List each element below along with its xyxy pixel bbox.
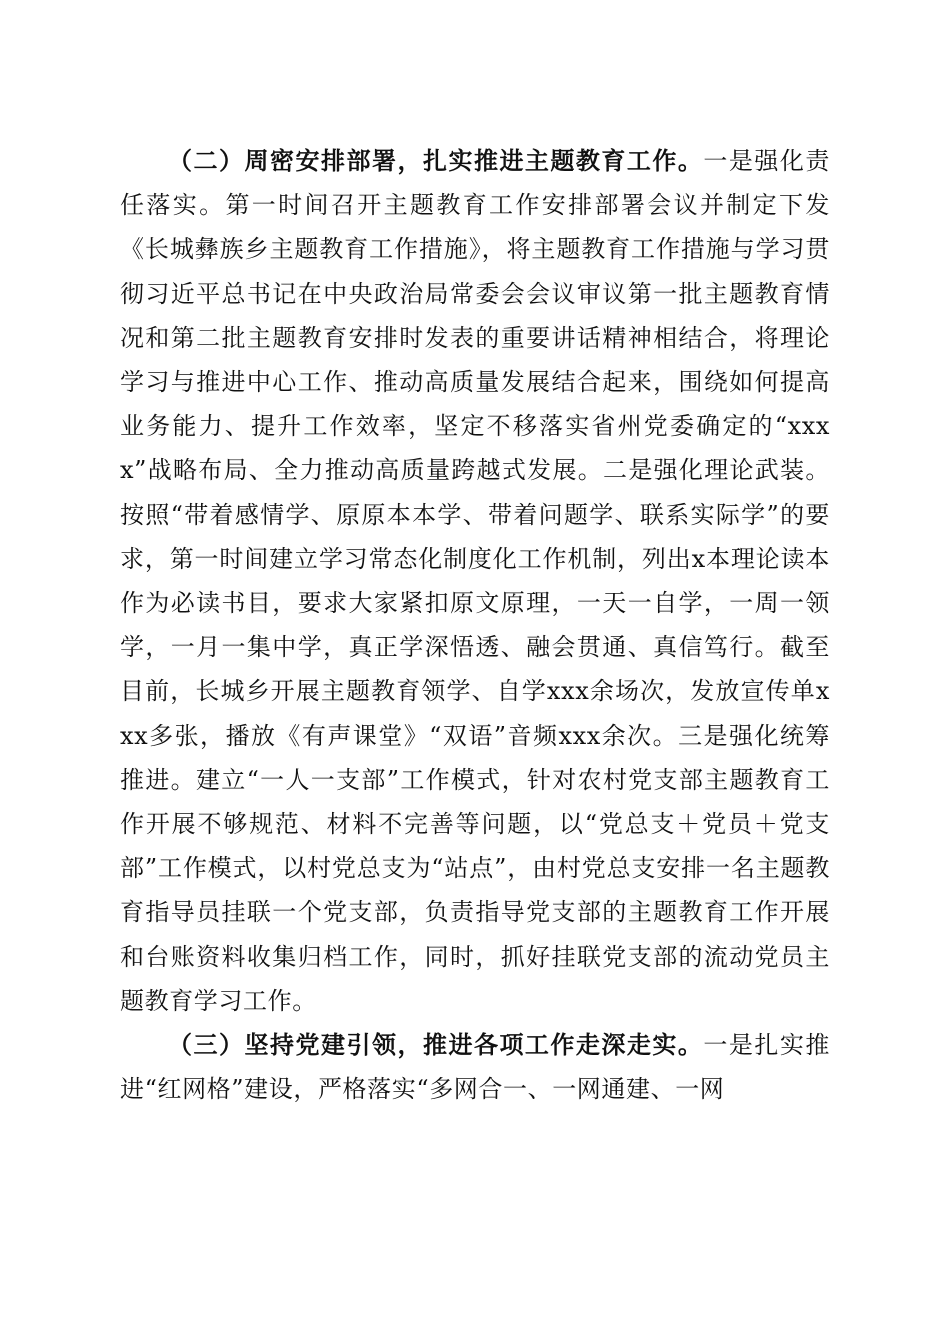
section-3-heading: （三）坚持党建引领，推进各项工作走深走实。 — [168, 1030, 704, 1060]
paragraph-section-3 — [120, 1023, 830, 1111]
document-body — [120, 139, 830, 1111]
section-2-text: 一是强化责任落实。第一时间召开主题教育工作安排部署会议并制定下发《长城彝族乡主题教育工作措施》，将主题教育工作措施与学习贯彻习近平总书记在中央政治局常委会会议审议第一批主题教育情况和第二批主题教育安排时发表的重要讲话精神相结合，将理论学习与推进中心工作、推动高质量发展结合起来，围绕如何提高业务能力、提升工作效率，坚定不移落实省州党委确定的“xxxx”战略布局、全力推动高质量跨越式发展。二是强化理论武装。按照“带着感情学、原原本本学、带着问题学、联系实际学”的要求，第一时间建立学习常态化制度化工作机制，列出x本理论读本作为必读书目，要求大家紧扣原文原理，一天一自学，一周一领学，一月一集中学，真正学深悟透、融会贯通、真信笃行。截至目前，长城乡开展主题教育领学、自学xxx余场次，发放宣传单xxx多张，播放《有声课堂》“双语”音频xxx余次。三是强化统筹推进。建立“一人一支部”工作模式，针对农村党支部主题教育工作开展不够规范、材料不完善等问题，以“党总支＋党员＋党支部”工作模式，以村党总支为“站点”，由村党总支安排一名主题教育指导员挂联一个党支部，负责指导党支部的主题教育工作开展和台账资料收集归档工作，同时，抓好挂联党支部的流动党员主题教育学习工作。 — [120, 147, 830, 1015]
section-3-text: 一是扎实推进“红网格”建设，严格落实“多网合一、一网通建、一网 — [120, 1031, 830, 1104]
section-2-heading: （二）周密安排部署，扎实推进主题教育工作。 — [168, 146, 704, 175]
paragraph-section-2 — [120, 139, 830, 1023]
